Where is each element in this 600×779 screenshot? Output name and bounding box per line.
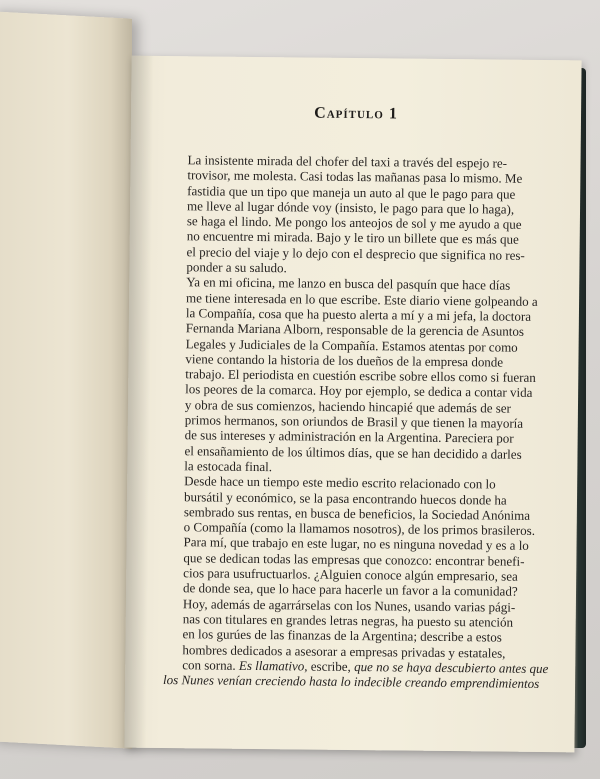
paragraph-2: [165, 274, 553, 477]
text-line: Desde hace un tiempo este medio escrito relacionado con lo: [184, 473, 496, 492]
text-line: me lleve al lugar dónde voy (insisto, le pago para que lo haga),: [186, 198, 515, 217]
text-line: que se dedican todas las empresas que conozco: encontrar benefi-: [183, 549, 525, 569]
text-line: los peores de la comarca. Hoy por ejemplo, se dedica a contar vida: [185, 381, 533, 401]
text-line: no encuentre mi mirada. Bajo y le tiro un billete que es más que: [186, 228, 519, 248]
text-line: sembrado sus rentas, en busca de beneficios, la Sociedad Anónima: [183, 504, 531, 523]
text-line: primos hermanos, son oriundos de Brasil y que tienen la mayoría: [184, 412, 524, 431]
right-page: [124, 56, 581, 753]
text-line: trovisor, me molesta. Casi todas las mañanas pasa lo mismo. Me: [187, 167, 523, 187]
text-line: Legales y Judiciales de la Compañía. Estamos atentas por como: [185, 335, 518, 355]
text-line: Hoy, además de agarrárselas con los Nunes, usando varias pági-: [182, 595, 516, 615]
text-line: y obra de sus comienzos, haciendo hincapié que además de ser: [184, 396, 512, 416]
chapter-title: Capítulo 1: [314, 104, 398, 123]
text-line: la estocada final.: [184, 458, 273, 475]
text-line: de sus intereses y administración en la Argentina. Pareciera por: [184, 427, 514, 447]
text-line: bursátil y económico, se la pasa encontrando huecos donde ha: [183, 488, 507, 508]
text-line: Ya en mi oficina, me lanzo en busca del pasquín que hace días: [186, 274, 511, 294]
text-line: el ensañamiento de los últimos días, que se han decidido a darles: [184, 442, 522, 462]
paragraph-1: [167, 152, 554, 278]
text-line: de donde sea, que lo hace para hacerle un favor a la comunidad?: [182, 580, 518, 600]
text-line: la Compañía, cosa que ha puesto alerta a mí y a mi jefa, la doctora: [185, 305, 532, 324]
left-page: [0, 11, 132, 748]
paragraph-3: [163, 473, 551, 691]
text-line: Para mí, que trabajo en este lugar, no es ninguna novedad y es a lo: [183, 534, 529, 554]
text-line: me tiene interesada en lo que escribe. Este diario viene golpeando a: [186, 289, 538, 309]
text-line: cios para usufructuarlos. ¿Alguien conoce algún empresario, sea: [183, 565, 518, 584]
text-line: viene contando la historia de los dueños de la empresa donde: [185, 351, 504, 370]
text-line: ponder a su saludo.: [186, 259, 287, 276]
italic-segment: que no se haya descubierto antes que: [354, 658, 549, 676]
body-text: [163, 152, 555, 691]
text-line: hombres dedicados a asesorar a empresas privadas y estatales,: [182, 641, 506, 661]
text-line: trabajo. El periodista en cuestión escribe sobre ellos como si fueran: [185, 366, 536, 386]
text-line: en los gurúes de las finanzas de la Argentina; describe a estos: [182, 626, 502, 645]
text-line: Fernanda Mariana Alborn, responsable de la gerencia de Asuntos: [185, 320, 525, 340]
text-line: fastidia que un tipo que maneja un auto al que le pago para que: [187, 182, 516, 202]
text-line: o Compañía (como la llamamos nosotros), de los primos brasileros.: [183, 519, 536, 539]
text-segment: con sorna.: [182, 657, 240, 673]
italic-segment: Es llamativo: [238, 657, 305, 674]
text-line: nas con titulares en grandes letras negras, ha puesto su atención: [182, 611, 514, 630]
text-line: se haga el lindo. Me pongo los anteojos de sol y me ayudo a que: [186, 213, 522, 232]
text-line: el precio del viaje y lo dejo con el desprecio que significa no res-: [186, 244, 525, 263]
text-line: La insistente mirada del chofer del taxi a través del espejo re-: [187, 152, 508, 171]
text-line-italic: los Nunes venían creciendo hasta lo indecible creando emprendimientos: [163, 672, 540, 692]
text-segment: , escribe,: [304, 658, 355, 674]
